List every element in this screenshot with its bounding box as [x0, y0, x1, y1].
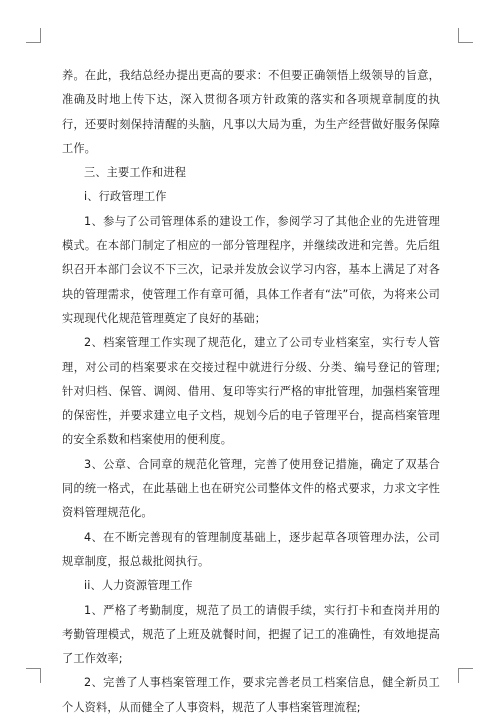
crop-mark-top-right	[458, 28, 473, 43]
paragraph-hr-2: 2、完善了人事档案管理工作，要求完善老员工档案信息，健全新员工个人资料，从而健全了人事资料，规范了人事档案管理流程;	[62, 676, 440, 714]
paragraph-intro-continued: 养。在此，我结总经办提出更高的要求：不但要正确领悟上级领导的旨意，准确及时地上传下达，深入贯彻各项方针政策的落实和各项规章制度的执行，还要时刻保持清醒的头脑，凡事以大局为重，为生产经营做好服务保障工作。	[62, 69, 440, 155]
crop-mark-bottom-right	[458, 668, 473, 683]
paragraph-hr-1: 1、严格了考勤制度，规范了员工的请假手续，实行打卡和查岗并用的考勤管理模式，规范了上班及就餐时间，把握了记工的准确性，有效地提高了工作效率;	[62, 603, 440, 666]
subsection-heading-admin: i、行政管理工作	[84, 190, 167, 204]
section-heading: 三、主要工作和进程	[84, 166, 187, 180]
paragraph-admin-1: 1、参与了公司管理体系的建设工作，参阅学习了其他企业的先进管理模式。在本部门制定了相应的一部分管理程序，并继续改进和完善。先后组织召开本部门会议不下三次，记录并发放会议学习内容，基本上满足了对各块的管理需求，使管理工作有章可循，具体工作者有“法”可依，为将来公司实现现代化规范管理奠定了良好的基础；	[62, 214, 440, 325]
crop-mark-top-left	[26, 28, 41, 43]
crop-mark-bottom-left	[26, 668, 41, 683]
paragraph-admin-3: 3、公章、合同章的规范化管理，完善了使用登记措施，确定了双基合同的统一格式，在此基础上也在研究公司整体文件的格式要求，力求文字性资料管理规范化。	[62, 457, 440, 520]
subsection-heading-hr: ii、人力资源管理工作	[84, 579, 193, 593]
paragraph-admin-4: 4、在不断完善现有的管理制度基础上，逐步起草各项管理办法，公司规章制度，报总裁批阅执行。	[62, 530, 440, 568]
paragraph-admin-2: 2、档案管理工作实现了规范化，建立了公司专业档案室，实行专人管理，对公司的档案要求在交接过程中就进行分级、分类、编号登记的管理;针对归档、保管、调阅、借用、复印等实行严格的审批管理，加强档案管理的保密性，并要求建立电子文档，规划今后的电子管理平台，提高档案管理的安全系数和档案使用的便利度。	[62, 336, 440, 447]
document-body	[62, 64, 440, 720]
